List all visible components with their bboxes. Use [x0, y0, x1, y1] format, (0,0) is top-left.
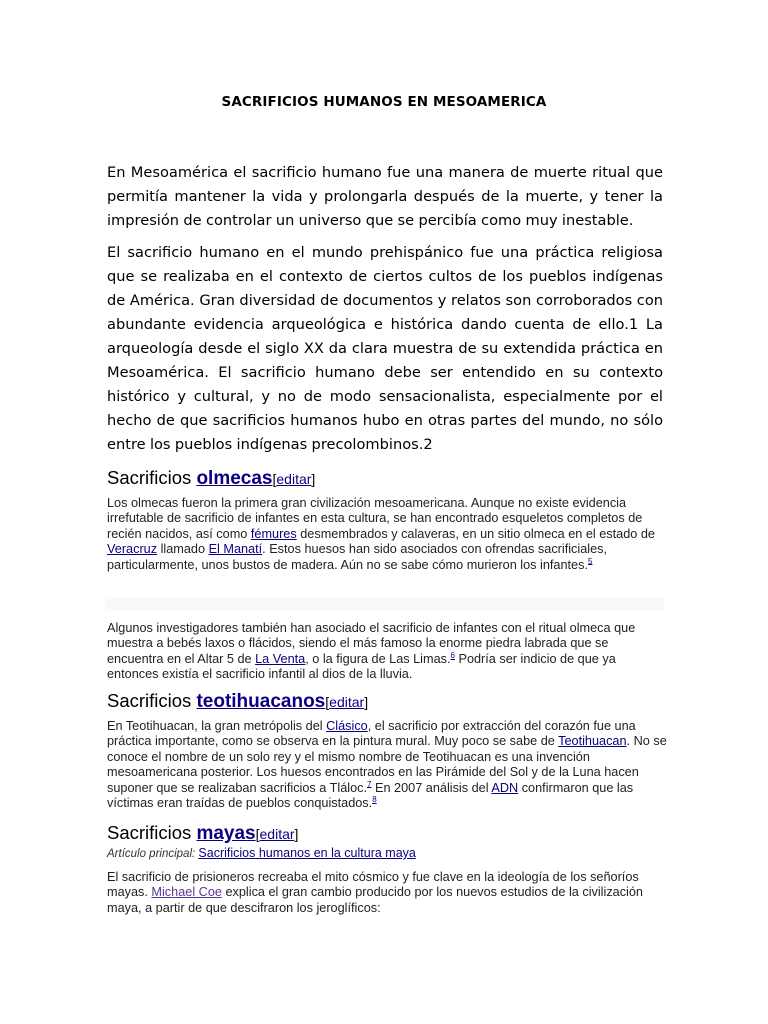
edit-bracket-open: [ — [325, 694, 330, 710]
edit-link-olmecas[interactable]: editar — [276, 471, 312, 487]
reference-8[interactable]: 8 — [372, 794, 377, 804]
text: . Estos huesos han sido asociados con ofrendas sacrificiales, particularmente, unos bustos de madera. Aún no se sabe cómo murieron los infantes. — [107, 542, 608, 572]
link-teotihuacan[interactable]: Teotihuacan — [558, 734, 627, 749]
edit-bracket-open: [ — [272, 471, 277, 487]
reference-5[interactable]: 5 — [588, 556, 593, 566]
link-mayas[interactable]: mayas — [196, 823, 256, 844]
edit-link-mayas[interactable]: editar — [259, 826, 295, 842]
heading-teotihuacanos — [107, 690, 368, 713]
text: , o la figura de Las Limas. — [305, 651, 451, 666]
edit-bracket-close: ] — [311, 471, 316, 487]
hatnote-label: Artículo principal: — [107, 848, 199, 860]
heading-mayas — [107, 822, 298, 845]
text: El sacrificio de prisioneros recreaba el mito cósmico y fue clave en la ideología de los señoríos mayas. — [107, 870, 639, 900]
link-femures[interactable]: fémures — [250, 526, 297, 541]
edit-bracket-close: ] — [364, 694, 369, 710]
teotihuacanos-paragraph — [107, 719, 667, 811]
text: , el sacrificio por extracción del corazón fue una práctica importante, como se observa en la pintura mural. Muy poco se sabe de — [107, 719, 636, 749]
text: llamado — [157, 542, 209, 557]
text: En Teotihuacan, la gran metrópolis del — [107, 719, 327, 733]
reference-7[interactable]: 7 — [367, 779, 372, 789]
text: Algunos investigadores también han asociado el sacrificio de infantes con el ritual olmeca que muestra a bebés laxos o flácidos, siendo el más famoso la enorme piedra labrada que se encuentra en el Altar 5 de — [107, 621, 636, 666]
text: Podría ser indicio de que ya entonces existía el sacrificio infantil al dios de la lluvia. — [107, 651, 616, 682]
text: Los olmecas fueron la primera gran civilización mesoamericana. Aunque no existe evidencia irrefutable de sacrificio de infantes en esta cultura, se han encontrado esqueletos completos de recién nacidos, así como — [107, 496, 643, 541]
link-clasico[interactable]: Clásico — [326, 719, 368, 733]
link-teotihuacanos[interactable]: teotihuacanos — [196, 691, 326, 712]
edit-bracket-open: [ — [255, 826, 260, 842]
hatnote — [107, 846, 416, 862]
text: desmembrados y calaveras, en un sitio olmeca en el estado de — [296, 526, 655, 541]
reference-6[interactable]: 6 — [450, 650, 455, 660]
link-michael-coe[interactable]: Michael Coe — [151, 885, 222, 900]
link-olmecas[interactable]: olmecas — [196, 468, 273, 489]
document-title: SACRIFICIOS HUMANOS EN MESOAMERICA — [221, 94, 547, 110]
heading-olmecas — [107, 467, 315, 490]
edit-bracket-close: ] — [294, 826, 299, 842]
heading-prefix: Sacrificios — [107, 467, 197, 488]
link-el-manati[interactable]: El Manatí — [208, 542, 263, 557]
heading-prefix: Sacrificios — [107, 822, 197, 843]
link-adn[interactable]: ADN — [491, 780, 519, 795]
link-veracruz[interactable]: Veracruz — [107, 542, 158, 557]
intro-paragraph-2: El sacrificio humano en el mundo prehispánico fue una práctica religiosa que se realizaba en el contexto de ciertos cultos de los pueblos indígenas de América. Gran diversidad de documentos y relatos son corroborados con abundante evidencia arqueológica e histórica dando cuenta de ello.1 La arqueología desde el siglo XX da clara muestra de su extendida práctica en Mesoamérica. El sacrificio humano debe ser entendido en su contexto histórico y cultural, y no de modo sensacionalista, especialmente por el hecho de que sacrificios humanos hubo en otras partes del mundo, no sólo entre los pueblos indígenas precolombinos.2 — [107, 244, 663, 453]
text: En 2007 análisis del — [371, 780, 492, 795]
edit-link-teotihuacanos[interactable]: editar — [329, 694, 365, 710]
olmecas-paragraph-2 — [107, 621, 667, 683]
text: confirmaron que las víctimas eran traídas de pueblos conquistados. — [107, 780, 634, 811]
separator-band — [105, 597, 664, 611]
heading-prefix: Sacrificios — [107, 690, 197, 711]
link-la-venta[interactable]: La Venta — [255, 651, 306, 666]
text: . No se conoce el nombre de un solo rey y el mismo nombre de Teotihuacan es una invención mesoamericana posterior. Los huesos encontrados en las Pirámide del Sol y de la Luna hacen suponer que se realizaban sacrificios a Tláloc. — [107, 734, 667, 795]
olmecas-paragraph-1 — [107, 496, 667, 573]
link-main-article[interactable]: Sacrificios humanos en la cultura maya — [198, 846, 416, 860]
text: explica el gran cambio producido por los nuevos estudios de la civilización maya, a partir de que descifraron los jeroglíficos: — [107, 885, 643, 915]
intro-paragraph-1: En Mesoamérica el sacrificio humano fue una manera de muerte ritual que permitía mantener la vida y prolongarla después de la muerte, y tener la impresión de controlar un universo que se percibía como muy inestable. — [107, 164, 663, 229]
mayas-paragraph — [107, 870, 667, 916]
